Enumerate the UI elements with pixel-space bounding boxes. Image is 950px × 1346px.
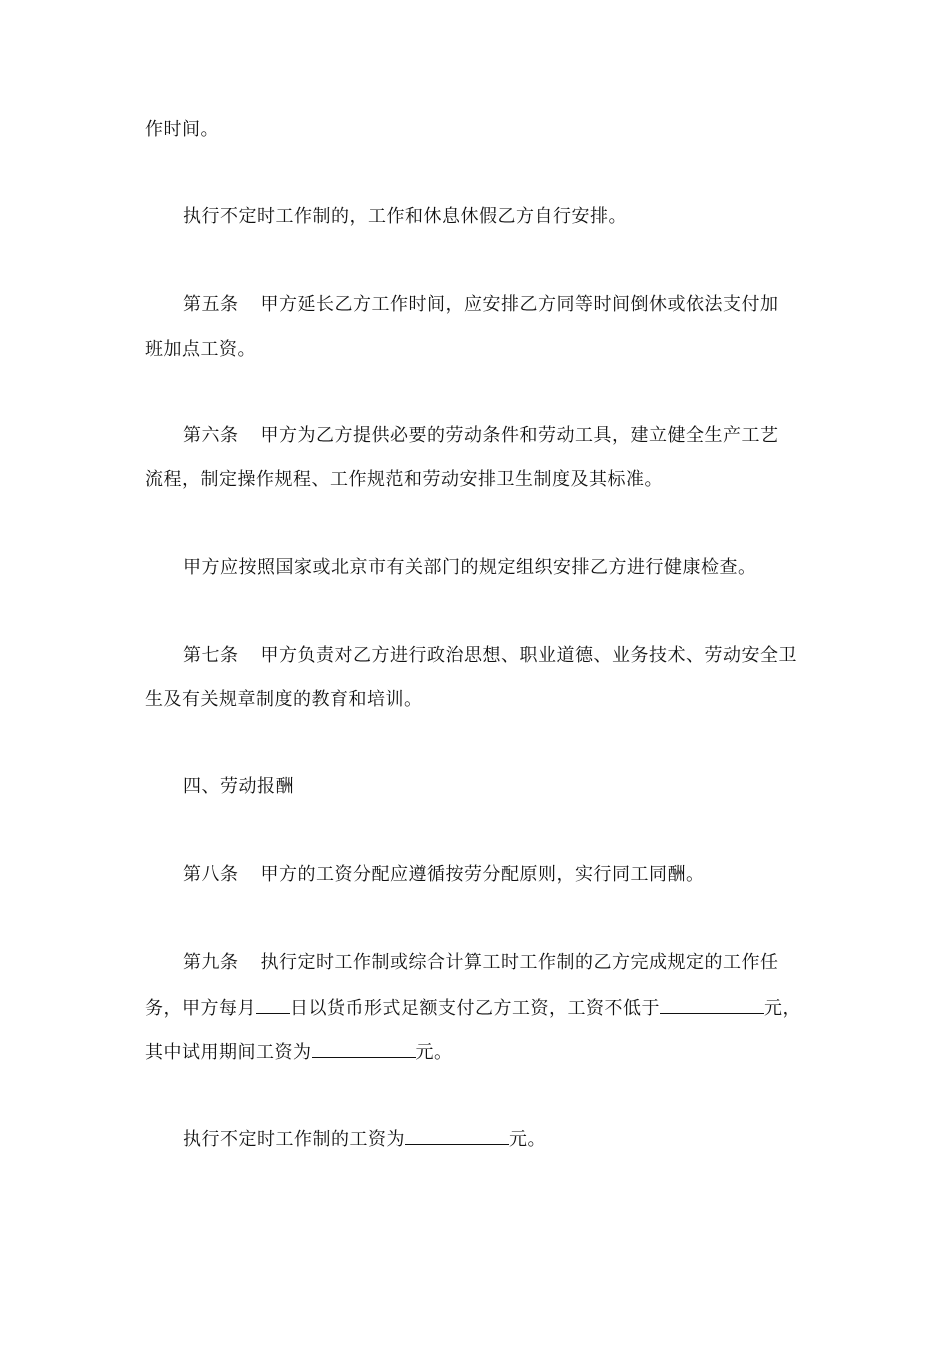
flexible-wage-blank[interactable] <box>405 1126 509 1145</box>
article-number: 第八条 <box>183 864 239 885</box>
article-5-line-2: 班加点工资。 <box>145 339 256 360</box>
paragraph-flexible-hours: 执行不定时工作制的，工作和休息休假乙方自行安排。 <box>183 206 627 227</box>
article-number: 第六条 <box>183 425 239 446</box>
article-8-line-1: 第八条 甲方的工资分配应遵循按劳分配原则，实行同工同酬。 <box>183 864 705 885</box>
article-number: 第九条 <box>183 952 239 973</box>
pay-day-blank[interactable] <box>256 995 290 1014</box>
article-9-line-2: 务，甲方每月 日以货币形式足额支付乙方工资，工资不低于 元， <box>145 995 801 1021</box>
article-6-line-2: 流程，制定操作规程、工作规范和劳动安排卫生制度及其标准。 <box>145 469 663 490</box>
article-number: 第七条 <box>183 645 239 666</box>
article-9-line-1: 第九条 执行定时工作制或综合计算工时工作制的乙方完成规定的工作任 <box>183 952 779 973</box>
probation-wage-blank[interactable] <box>312 1039 416 1058</box>
article-9-line-3: 其中试用期间工资为 元。 <box>145 1039 453 1065</box>
section-heading: 四、劳动报酬 <box>183 776 294 797</box>
article-6-line-1: 第六条 甲方为乙方提供必要的劳动条件和劳动工具，建立健全生产工艺 <box>183 425 779 446</box>
paragraph-flexible-wage: 执行不定时工作制的工资为 元。 <box>183 1126 546 1152</box>
article-5-line-1: 第五条 甲方延长乙方工作时间，应安排乙方同等时间倒休或依法支付加 <box>183 294 779 315</box>
article-number: 第五条 <box>183 294 239 315</box>
paragraph-health-check: 甲方应按照国家或北京市有关部门的规定组织安排乙方进行健康检查。 <box>183 557 757 578</box>
min-wage-blank[interactable] <box>660 995 764 1014</box>
paragraph-continuation: 作时间。 <box>145 119 219 140</box>
article-7-line-1: 第七条 甲方负责对乙方进行政治思想、职业道德、业务技术、劳动安全卫 <box>183 645 797 666</box>
article-7-line-2: 生及有关规章制度的教育和培训。 <box>145 689 423 710</box>
